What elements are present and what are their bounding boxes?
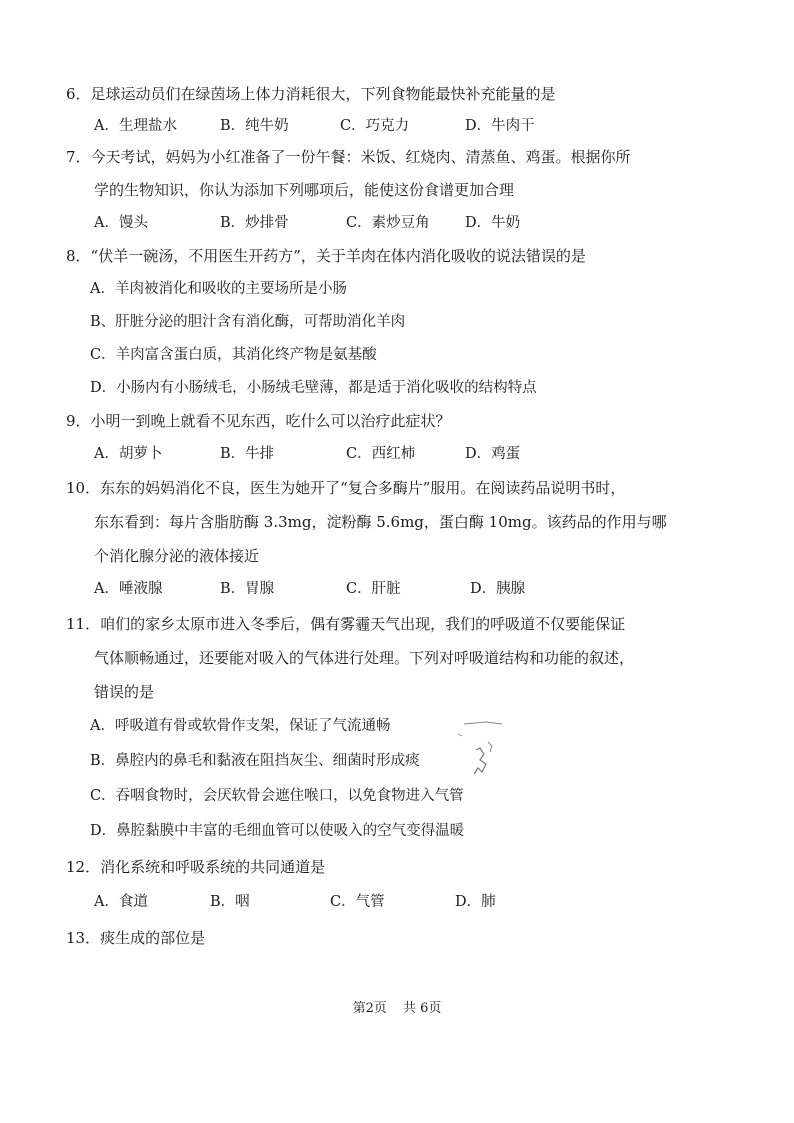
question-6-option-a: A．生理盐水 — [94, 118, 177, 134]
question-9-stem: 9．小明一到晚上就看不见东西，吃什么可以治疗此症状？ — [66, 412, 451, 430]
question-9-option-b: B．牛排 — [220, 446, 275, 462]
question-10-stem-line2: 东东看到：每片含脂肪酶 3.3mg，淀粉酶 5.6mg，蛋白酶 10mg。该药品的作用与哪 — [94, 513, 667, 531]
question-6-option-c: C．巧克力 — [340, 118, 410, 134]
question-8-option-c: C．羊肉富含蛋白质，其消化终产物是氨基酸 — [90, 347, 377, 363]
question-6-option-d: D．牛肉干 — [465, 118, 535, 134]
question-8-option-d: D．小肠内有小肠绒毛，小肠绒毛壁薄，都是适于消化吸收的结构特点 — [90, 380, 537, 396]
page-number: 第2页 — [352, 1001, 387, 1016]
question-9-option-d: D．鸡蛋 — [465, 446, 521, 462]
question-8-option-a: A．羊肉被消化和吸收的主要场所是小肠 — [90, 281, 347, 297]
scan-artifact — [458, 720, 508, 780]
question-8-stem: 8．“伏羊一碗汤，不用医生开药方”，关于羊肉在体内消化吸收的说法错误的是 — [66, 247, 586, 265]
question-11-stem-line3: 错误的是 — [94, 683, 155, 701]
question-7-option-d: D．牛奶 — [465, 215, 521, 231]
question-12-option-d: D．肺 — [455, 894, 496, 910]
question-11-option-b: B．鼻腔内的鼻毛和黏液在阻挡灰尘、细菌时形成痰 — [90, 753, 420, 769]
question-10-option-b: B．胃腺 — [220, 581, 275, 597]
question-10-option-c: C．肝脏 — [346, 581, 401, 597]
question-10-stem-line3: 个消化腺分泌的液体接近 — [94, 547, 260, 565]
question-9-option-c: C．西红柿 — [346, 446, 416, 462]
question-11-option-d: D．鼻腔黏膜中丰富的毛细血管可以使吸入的空气变得温暖 — [90, 823, 465, 839]
question-7-option-a: A．馒头 — [94, 215, 148, 231]
question-8-option-b: B、肝脏分泌的胆汁含有消化酶，可帮助消化羊肉 — [90, 314, 406, 330]
question-13-stem: 13．痰生成的部位是 — [66, 929, 206, 947]
question-11-stem-line1: 11．咱们的家乡太原市进入冬季后，偶有雾霾天气出现，我们的呼吸道不仅要能保证 — [66, 615, 626, 633]
question-7-option-b: B．炒排骨 — [220, 215, 289, 231]
question-7-option-c: C．素炒豆角 — [346, 215, 430, 231]
page-total: 共 6页 — [403, 1001, 442, 1016]
page-footer — [0, 997, 794, 1016]
question-6-option-b: B．纯牛奶 — [220, 118, 289, 134]
question-12-option-c: C．气管 — [330, 894, 385, 910]
question-9-option-a: A．胡萝卜 — [94, 446, 163, 462]
question-7-stem-line1: 7．今天考试，妈妈为小红准备了一份午餐：米饭、红烧肉、清蒸鱼、鸡蛋。根据你所 — [66, 148, 631, 166]
question-10-option-d: D．胰腺 — [470, 581, 526, 597]
question-12-option-b: B．咽 — [210, 894, 250, 910]
question-12-stem: 12．消化系统和呼吸系统的共同通道是 — [66, 858, 326, 876]
question-11-option-a: A．呼吸道有骨或软骨作支架，保证了气流通畅 — [90, 718, 391, 734]
question-10-stem-line1: 10．东东的妈妈消化不良，医生为她开了“复合多酶片”服用。在阅读药品说明书时， — [66, 479, 626, 497]
question-6-stem: 6．足球运动员们在绿茵场上体力消耗很大，下列食物能最快补充能量的是 — [66, 85, 556, 103]
question-10-option-a: A．唾液腺 — [94, 581, 163, 597]
question-12-option-a: A．食道 — [94, 894, 148, 910]
question-11-stem-line2: 气体顺畅通过，还要能对吸入的气体进行处理。下列对呼吸道结构和功能的叙述， — [94, 649, 635, 667]
question-11-option-c: C．吞咽食物时，会厌软骨会遮住喉口，以免食物进入气管 — [90, 788, 464, 804]
question-7-stem-line2: 学的生物知识，你认为添加下列哪项后，能使这份食谱更加合理 — [94, 181, 515, 199]
